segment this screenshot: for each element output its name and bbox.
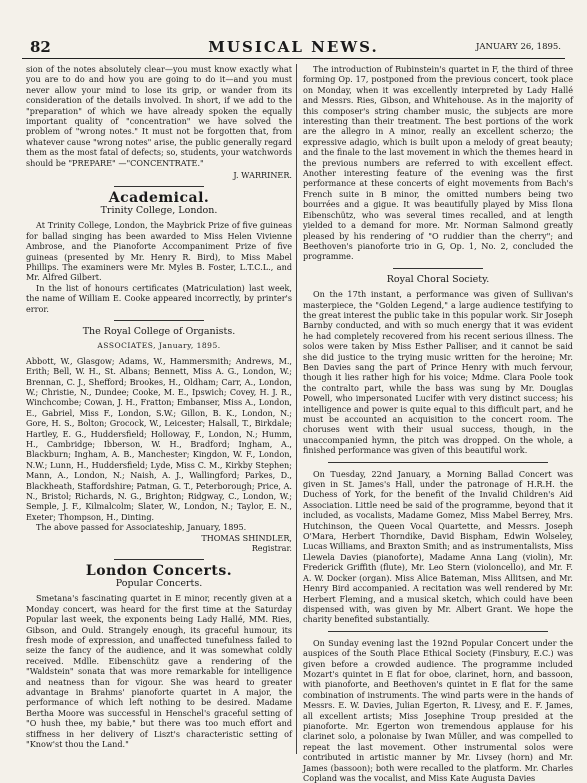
sunday-concert-paragraph: On Sunday evening last the 192nd Popular Concert under the auspices of the South Place Ethical Society (Finsbury, E.C.) was given before a crowded audience. The programme included Mozart's quintet in E flat for oboe, clarinet, horn, and bassoon, with pianoforte, and Beethoven's quintet in E flat for the same combination of instruments. The wind parts were in the hands of Messrs. E. W. Davies, Julian Egerton, R. Livesy, and E. F. James, all excellent artists; Miss Josephine Troup presided at the pianoforte. Mr. Egerton won tremendous applause for his clarinet solo, a polonaise by Iwan Müller, and was compelled to repeat the last movement. Other instrumental solos were contributed in artistic manner by Mr. Livsey (horn) and Mr. James (bassoon); both were recalled to the platform. Mr. Charles Copland was the vocalist, and Miss Kate Augusta Davies <box>303 637 573 783</box>
section-divider <box>328 631 548 632</box>
section-divider <box>393 268 483 269</box>
subheading-trinity: Trinity College, London. <box>100 204 218 216</box>
subheading-rco: The Royal College of Organists. <box>82 325 236 337</box>
section-divider <box>114 320 204 321</box>
column-divider <box>296 64 297 754</box>
section-divider <box>114 186 204 187</box>
journal-title: MUSICAL NEWS. <box>208 38 379 56</box>
rco-closing: The above passed for Associateship, January, 1895. <box>36 522 247 533</box>
trinity-paragraph-1: At Trinity College, London, the Maybrick Prize of five guineas for ballad singing has been awarded to Miss Helen Vivienne Ambrose, and the Pianoforte Accompaniment Prize of five guineas (presented by Mr. Henry R. Bird), to Miss Mabel Phillips. The examiners were Mr. Myles B. Foster, L.T.C.L., and Mr. Alfred Gilbert. <box>26 220 292 283</box>
page-number: 82 <box>30 38 51 56</box>
rco-associates-list: Abbott, W., Glasgow; Adams, W., Hammersmith; Andrews, M., Erith; Bell, W. H., St. Albans; Bennett, Miss A. G., London, W.; Brennan, C. J., Shefford; Brookes, H., Oldham; Carr, A., London, W.; Christie, N., Dundee; Cooke, M. E., Ipswich; Covey, H. J. R., Winchcombe; Cowan, J. H., Fratton; Embanser, Miss A., London, E., Gabriel, Miss F., London, S.W.; Gillon, B. K., London, N.; Gore, H. S., Bolton; Grocock, W., Leicester; Halsall, T., Birkdale; Hartley, E. G., Huddersfield; Holloway, F., London, N.; Humm, H., Cambridge; Ibberson, W. H., Bradford; Ingham, A., Blackburn; Ingham, A. B., Manchester; Kingdon, W. F., London, N.W.; Lunn, H., Huddersfield; Lyde, Miss C. M., Kirkby Stephen; Mann, A., London, N.; Naish, A. J., Wallingford; Parkes, D., Blackheath, Staffordshire; Patman, G. T., Peterborough; Price, A. N., Bristol; Richards, N. G., Brighton; Ridgway, C., London, W.; Semple, J. F., Kilmalcolm; Slater, W., London, N.; Taylor, E. N., Exeter; Thompson, H., Dinting. <box>26 355 292 522</box>
section-heading-london-concerts: London Concerts. <box>85 563 233 580</box>
rubinstein-paragraph: The introduction of Rubinstein's quartet in F, the third of three forming Op. 17, postponed from the previous concert, took place on Monday, when it was excellently interpreted by Lady Hallé and Messrs. Ries, Gibson, and Whitehouse. As in the majority of this composer's string chamber music, the subjects are more interesting than their treatment. The best portions of the work are the allegro in A minor, really an excellent scherzo; the expressive adagio, which is built upon a melody of great beauty; and the finale to the last movement in which the themes heard in the previous numbers are referred to with excellent effect. Another interesting feature of the evening was the first performance at these concerts of eight movements from Bach's French suite in B minor, the omitted numbers being two bourrées and a gigue. It was beautifully played by Miss Ilona Eibenschütz, who was several times recalled, and at length yielded to a demand for more. Mr. Norman Salmond greatly pleased by his rendering of "O ruddier than the cherry"; and Beethoven's pianoforte trio in G, Op. 1, No. 2, concluded the programme. <box>303 64 573 262</box>
left-column <box>26 64 292 749</box>
rco-subheading: ASSOCIATES, January, 1895. <box>97 341 221 351</box>
article-signature: J. WARRINER. <box>233 170 292 181</box>
trinity-paragraph-2: In the list of honours certificates (Matriculation) last week, the name of William E. Cooke appeared incorrectly, by printer's error. <box>26 282 292 314</box>
article-continuation: sion of the notes absolutely clear—you must know exactly what you are to do and how you are going to do it—and you must never allow your mind to lose its grip, or wander from its consideration of the details involved. In short, if we add to the "preparation" of which we have already spoken the equally important quality of "concentration" we have solved the problem of "wrong notes." It must not be forgotten that, from whatever cause "wrong notes" arise, the public generally regard them as the most fatal of defects; so, students, your watchwords should be "PREPARE" —"CONCENTRATE." <box>26 64 292 168</box>
issue-date: JANUARY 26, 1895. <box>475 42 561 52</box>
subheading-popular-concerts: Popular Concerts. <box>115 577 203 589</box>
choral-paragraph: On the 17th instant, a performance was given of Sullivan's masterpiece, the "Golden Legend," a large audience testifying to the great interest the public take in this popular work. Sir Joseph Barnby conducted, and with so much energy that it was evident he had completely recovered from his recent serious illness. The solos were taken by Miss Esther Palliser, and it cannot be said she did justice to the trying music written for the heroine; Mr. Ben Davies sang the part of Prince Henry with much fervour, though it lies rather high for his voice; Mdme. Clara Poole took the contralto part, while the bass was sung by Mr. Douglas Powell, who impersonated Lucifer with very distinct success; his intelligence and power is quite equal to this difficult part, and he must be accounted an acquisition to the concert room. The choruses went with their usual success, though, in the unaccompanied hymn, the pitch was dropped. On the whole, a finished performance was given of this beautiful work. <box>303 289 573 456</box>
ballad-concert-paragraph: On Tuesday, 22nd January, a Morning Ballad Concert was given in St. James's Hall, under the patronage of H.R.H. the Duchess of York, for the benefit of the Invalid Children's Aid Association. Little need be said of the programme, beyond that it included, as vocalists, Madame Gomez, Miss Mabel Berrey, Mrs. Hutchinson, the Queen Vocal Quartette, and Messrs. Joseph O'Mara, Herbert Thorndike, David Bispham, Edwin Wolseley, Lucas Williams, and Braxton Smith; and as instrumentalists, Miss Llewela Davies (pianoforte), Madame Anna Lang (violin), Mr. Frederick Griffith (flute), Mr. Leo Stern (violoncello), and Mr. F. A. W. Docker (organ). Miss Alice Bateman, Miss Allitsen, and Mr. Henry Bird accompanied. A recitation was well rendered by Mr. Herbert Fleming, and a musical sketch, which could have been dispensed with, was given by Mr. Albert Grant. We hope the charity benefited substantially. <box>303 468 573 625</box>
section-divider <box>114 559 204 560</box>
subheading-royal-choral: Royal Choral Society. <box>386 273 490 285</box>
right-column <box>303 64 573 783</box>
popular-paragraph-1: Smetana's fascinating quartet in E minor, recently given at a Monday concert, was heard for the first time at the Saturday Popular last week, the exponents being Lady Hallé, MM. Ries, Gibson, and Ould. Strangely enough, its graceful humour, its fresh mode of expression, and unaffected tunefulness failed to seize the fancy of the audience, and it was somewhat coldly received. Mdlle. Eibenschütz gave a rendering of the "Waldstein" sonata that was more remarkable for intelligence and neatness than for vigour. She was heard to greater advantage in Brahms' pianoforte quartet in A major, the performance of which left nothing to be desired. Madame Bertha Moore was successful in Henschel's graceful setting of "O hush thee, my babie," but there was too much effort and stiffness in her delivery of Liszt's characteristic setting of "Know'st thou the Land." <box>26 593 292 749</box>
section-heading-academical: Academical. <box>108 190 210 207</box>
page-header <box>22 38 565 59</box>
rco-signature-role: Registrar. <box>251 543 292 554</box>
rco-signature: THOMAS SHINDLER, <box>201 532 292 543</box>
section-divider <box>328 462 548 463</box>
